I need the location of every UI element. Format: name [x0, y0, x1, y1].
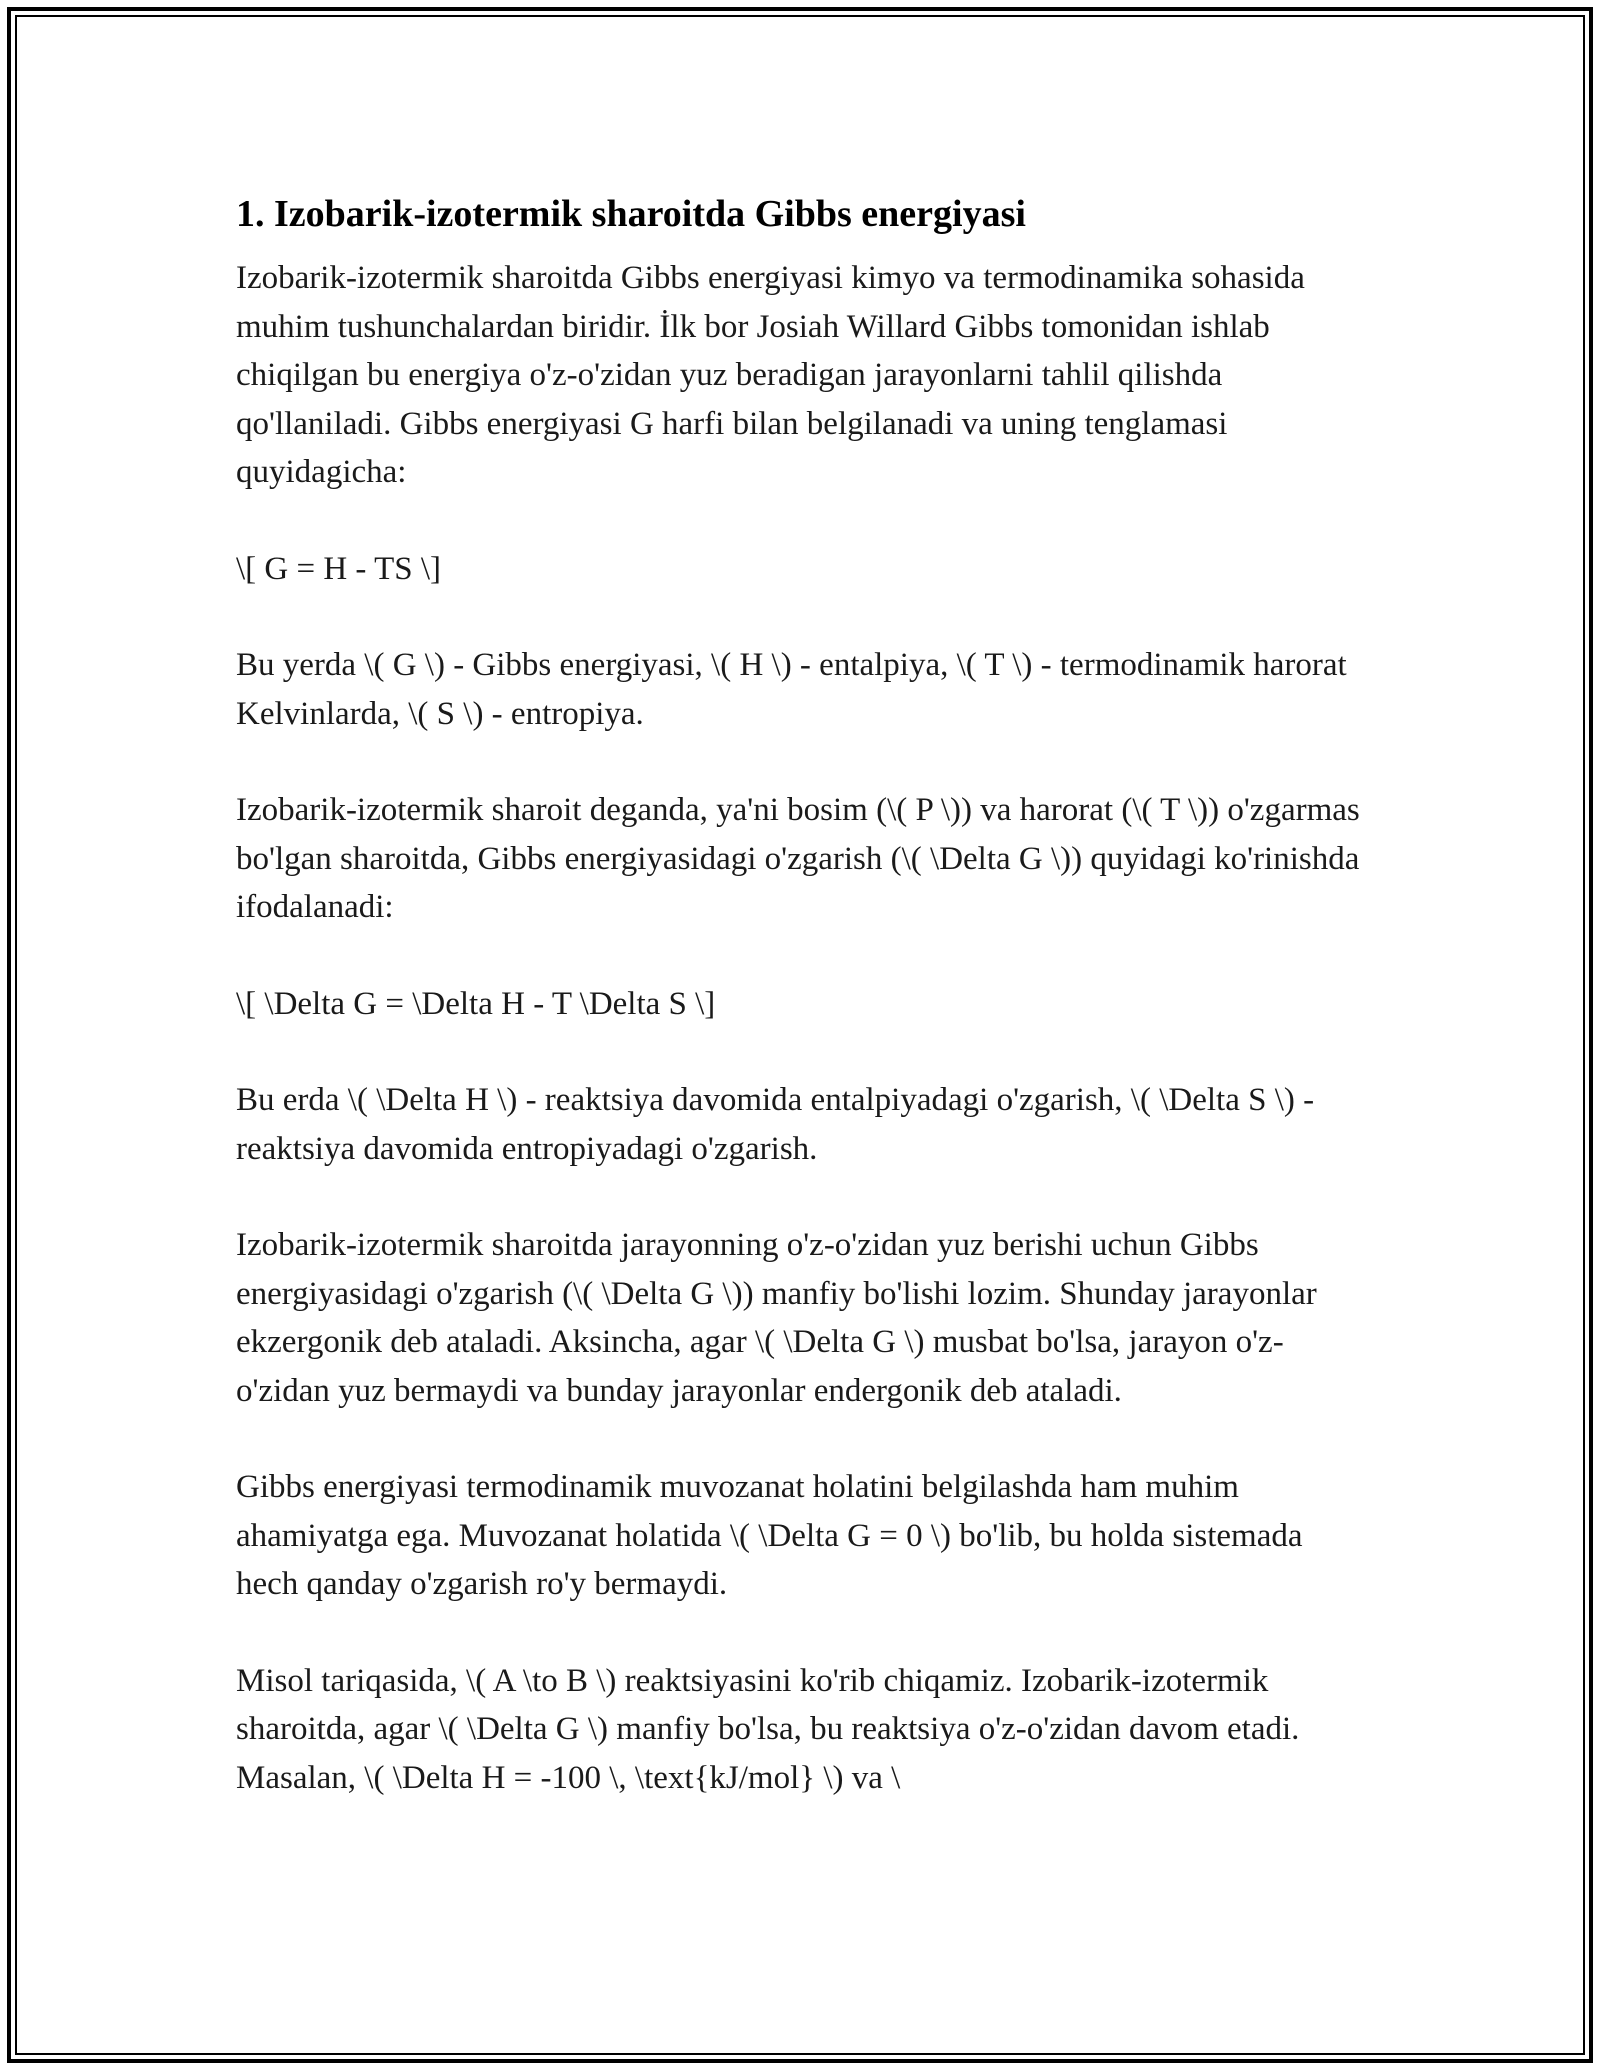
equation-gibbs: \[ G = H - TS \]: [236, 550, 441, 587]
equation-delta-gibbs: \[ \Delta G = \Delta H - T \Delta S \]: [236, 985, 716, 1022]
paragraph-spontaneity: Izobarik-izotermik sharoitda jarayonning o'z-o'zidan yuz berishi uchun Gibbs energiyasidagi o'zgarish (\( \Delta G \)) manfiy bo'lishi lozim. Shunday jarayonlar ekzergonik deb ataladi. Aksincha, agar \( \Delta G \) musbat bo'lsa, jarayon o'z-o'zidan yuz bermaydi va bunday jarayonlar endergonik deb ataladi.: [236, 1227, 1317, 1409]
paragraph-isobaric-conditions: Izobarik-izotermik sharoit deganda, ya'ni bosim (\( P \)) va harorat (\( T \)) o'zgarmas bo'lgan sharoitda, Gibbs energiyasidagi o'zgarish (\( \Delta G \)) quyidagi ko'rinishda ifodalanadi:: [236, 792, 1360, 925]
paragraph-equilibrium: Gibbs energiyasi termodinamik muvozanat holatini belgilashda ham muhim ahamiyatga ega. Muvozanat holatida \( \Delta G = 0 \) bo'lib, bu holda sistemada hech qanday o'zgarish ro'y bermaydi.: [236, 1469, 1303, 1602]
document-body: [236, 188, 1366, 1850]
paragraph-delta-definitions: Bu erda \( \Delta H \) - reaktsiya davomida entalpiyadagi o'zgarish, \( \Delta S \) - reaktsiya davomida entropiyadagi o'zgarish.: [236, 1082, 1315, 1167]
paragraph-intro: Izobarik-izotermik sharoitda Gibbs energiyasi kimyo va termodinamika sohasida muhim tushunchalardan biridir. İlk bor Josiah Willard Gibbs tomonidan ishlab chiqilgan bu energiya o'z-o'zidan yuz beradigan jarayonlarni tahlil qilishda qo'llaniladi. Gibbs energiyasi G harfi bilan belgilanadi va uning tenglamasi quyidagicha:: [236, 260, 1305, 490]
paragraph-definitions: Bu yerda \( G \) - Gibbs energiyasi, \( H \) - entalpiya, \( T \) - termodinamik harorat Kelvinlarda, \( S \) - entropiya.: [236, 647, 1347, 732]
section-heading: 1. Izobarik-izotermik sharoitda Gibbs energiyasi: [236, 193, 1026, 235]
paragraph-example: Misol tariqasida, \( A \to B \) reaktsiyasini ko'rib chiqamiz. Izobarik-izotermik sharoitda, agar \( \Delta G \) manfiy bo'lsa, bu reaktsiya o'z-o'zidan davom etadi. Masalan, \( \Delta H = -100 \, \text{kJ/mol} \) va \: [236, 1662, 1300, 1796]
